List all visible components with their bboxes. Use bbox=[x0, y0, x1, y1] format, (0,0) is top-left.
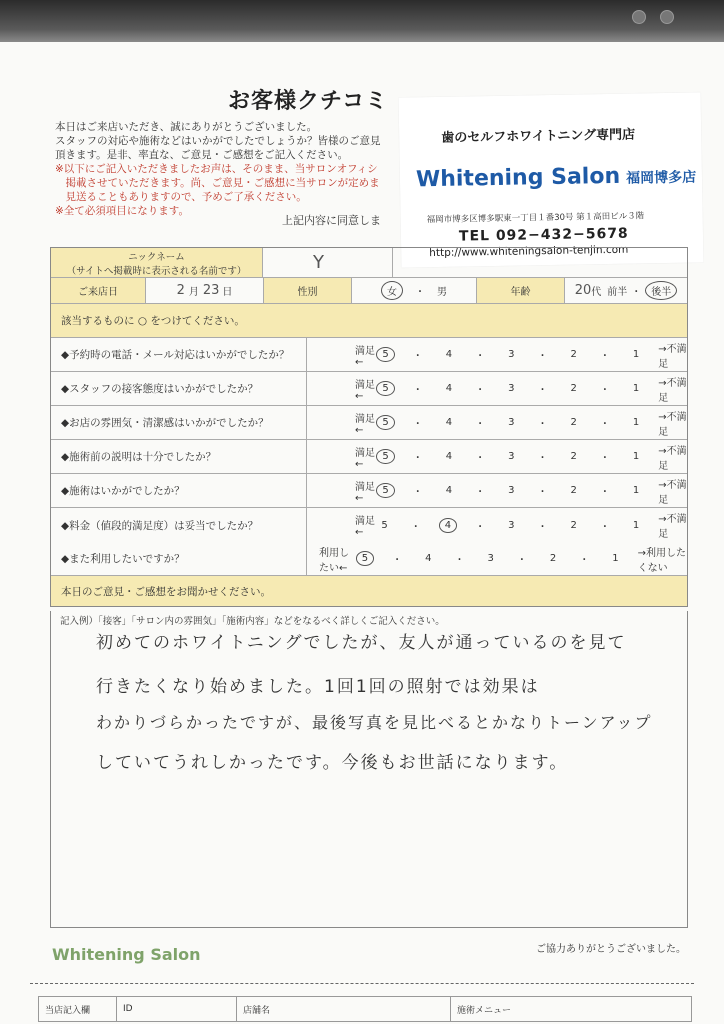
cut-line bbox=[30, 983, 694, 984]
thanks-text: ご協力ありがとうございました。 bbox=[536, 944, 686, 955]
scale-dot: ・ bbox=[599, 385, 610, 396]
rating-option-4[interactable]: 4 bbox=[425, 553, 432, 564]
rating-option-1[interactable]: 1 bbox=[612, 553, 619, 564]
scale-dot: ・ bbox=[537, 521, 548, 533]
scale-dot: ・ bbox=[599, 351, 610, 362]
store-address: 福岡市博多区博多駅東一丁目１番30号 第１高田ビル３階 bbox=[426, 211, 645, 226]
rating-scale[interactable] bbox=[307, 476, 687, 506]
store-tel: TEL 092−432−5678 bbox=[458, 225, 629, 245]
warning-line: 見送ることもありますので、予めご了承ください。 bbox=[55, 191, 307, 203]
scale-right-label: →不満足 bbox=[658, 377, 687, 404]
rating-option-2[interactable]: 2 bbox=[549, 553, 557, 564]
scale-dot: ・ bbox=[475, 521, 486, 533]
question-text: ◆スタッフの接客態度はいかがでしたか？ bbox=[51, 372, 307, 405]
scanner-edge bbox=[0, 0, 724, 42]
rating-option-3[interactable]: 3 bbox=[508, 417, 515, 428]
age-value: 20 bbox=[574, 283, 592, 298]
staff-use-box bbox=[38, 996, 692, 1022]
scale-dot: ・ bbox=[599, 419, 610, 430]
logo-text: Whitening Salon bbox=[415, 163, 621, 193]
rating-option-4[interactable]: 4 bbox=[445, 349, 453, 360]
reuse-question: ◆また利用したいですか？ bbox=[51, 542, 307, 575]
age-field[interactable] bbox=[565, 278, 687, 303]
rating-scale[interactable] bbox=[307, 374, 687, 404]
store-label: 店舗名 bbox=[237, 997, 451, 1021]
menu-label: 施術メニュー bbox=[457, 1005, 512, 1016]
scale-dot: ・ bbox=[412, 385, 423, 396]
gender-male-option[interactable]: 男 bbox=[437, 287, 447, 298]
comment-line: わかりづらかったですが、最後写真を見比べるとかなりトーンアップ bbox=[96, 713, 653, 732]
rating-option-2[interactable]: 2 bbox=[570, 417, 577, 428]
age-dot: ・ bbox=[631, 287, 642, 298]
rating-option-4[interactable]: 4 bbox=[445, 383, 453, 394]
scale-dot: ・ bbox=[599, 487, 610, 498]
question-scale[interactable] bbox=[307, 406, 687, 439]
rating-option-5[interactable]: 5 bbox=[376, 347, 394, 362]
rating-option-4[interactable]: 4 bbox=[439, 518, 457, 533]
warning-line: ※以下にご記入いただきましたお声は、そのまま、当サロンオフィシ bbox=[55, 163, 378, 175]
store-tagline: 歯のセルフホワイトニング専門店 bbox=[441, 127, 636, 146]
nickname-value: Y bbox=[313, 252, 324, 273]
scanner-knob-icon bbox=[660, 10, 674, 24]
comment-example: 記入例）「接客」「サロン内の雰囲気」「施術内容」などをなるべく詳しくご記入ください。 bbox=[60, 616, 445, 627]
visit-month: 2 bbox=[176, 283, 185, 298]
intro-text bbox=[55, 120, 405, 218]
rating-option-5[interactable]: 5 bbox=[376, 381, 394, 396]
nickname-label: ニックネーム bbox=[128, 251, 185, 263]
intro-line: 本日はご来店いただき、誠にありがとうございました。 bbox=[55, 121, 318, 133]
scale-right-label: →不満足 bbox=[658, 343, 687, 370]
rating-scale[interactable] bbox=[307, 544, 687, 574]
scanner-knob-icon bbox=[632, 10, 646, 24]
gender-female-option[interactable]: 女 bbox=[381, 281, 403, 300]
nickname-sub: （サイトへ掲載時に表示される名前です） bbox=[66, 265, 247, 277]
rating-option-5[interactable]: 5 bbox=[376, 449, 394, 464]
rating-option-1[interactable]: 1 bbox=[632, 519, 640, 531]
scale-dot: ・ bbox=[475, 351, 486, 362]
rating-option-1[interactable]: 1 bbox=[632, 485, 640, 496]
scale-right-label: →不満足 bbox=[658, 514, 687, 540]
footer-logo: Whitening Salon bbox=[52, 945, 201, 964]
rating-option-1[interactable]: 1 bbox=[632, 349, 640, 360]
question-scale[interactable] bbox=[307, 338, 687, 371]
warning-line: ※全て必須項目になります。 bbox=[55, 205, 189, 217]
rating-option-3[interactable]: 3 bbox=[508, 349, 515, 360]
scale-dot: ・ bbox=[475, 385, 486, 396]
question-row bbox=[51, 406, 687, 440]
scale-dot: ・ bbox=[579, 555, 590, 566]
rating-scale[interactable] bbox=[307, 442, 687, 472]
rating-option-3[interactable]: 3 bbox=[508, 485, 515, 496]
question-row bbox=[51, 508, 687, 542]
question-list bbox=[51, 338, 687, 542]
instruction-text: 該当するものに ○ をつけてください。 bbox=[61, 315, 245, 327]
gender-field[interactable] bbox=[352, 278, 477, 303]
question-text: ◆施術前の説明は十分でしたか？ bbox=[51, 440, 307, 473]
scale-dot: ・ bbox=[412, 351, 423, 362]
comment-line: 初めてのホワイトニングでしたが、友人が通っているのを見て bbox=[96, 633, 627, 653]
question-text: ◆予約時の電話・メール対応はいかがでしたか？ bbox=[51, 338, 307, 371]
month-unit: 月 bbox=[188, 287, 199, 298]
scale-dot: ・ bbox=[537, 385, 548, 396]
age-label: 年齢 bbox=[477, 278, 565, 303]
rating-option-2[interactable]: 2 bbox=[570, 519, 577, 531]
visit-day: 23 bbox=[202, 283, 220, 298]
scale-dot: ・ bbox=[412, 453, 423, 464]
scale-dot: ・ bbox=[516, 555, 527, 566]
nickname-field[interactable] bbox=[263, 248, 393, 277]
scale-dot: ・ bbox=[537, 487, 548, 498]
scale-dot: ・ bbox=[599, 453, 610, 464]
scale-dot: ・ bbox=[599, 521, 610, 533]
question-scale[interactable] bbox=[307, 508, 687, 542]
rating-option-3[interactable]: 3 bbox=[508, 383, 515, 394]
rating-option-1[interactable]: 1 bbox=[632, 417, 640, 428]
age-first-option[interactable]: 前半 bbox=[607, 287, 628, 298]
scale-right-label: →利用したくない bbox=[637, 547, 687, 574]
page-title: お客様クチコミ bbox=[228, 89, 389, 114]
scale-right-label: →不満足 bbox=[658, 479, 687, 506]
scale-left-label: 満足← bbox=[355, 447, 375, 470]
scale-left-label: 満足← bbox=[355, 345, 375, 368]
rating-scale[interactable] bbox=[307, 408, 687, 438]
question-row bbox=[51, 338, 687, 372]
rating-option-2[interactable]: 2 bbox=[570, 451, 577, 462]
question-text: ◆お店の雰囲気・清潔感はいかがでしたか？ bbox=[51, 406, 307, 439]
nickname-blank bbox=[393, 248, 687, 277]
reuse-scale[interactable] bbox=[307, 542, 687, 575]
question-text: ◆料金（値段的満足度）は妥当でしたか？ bbox=[51, 508, 307, 542]
question-scale[interactable] bbox=[307, 372, 687, 405]
comment-line: していてうれしかったです。今後もお世話になります。 bbox=[96, 753, 569, 773]
rating-option-4[interactable]: 4 bbox=[445, 451, 453, 462]
rating-option-2[interactable]: 2 bbox=[570, 485, 577, 496]
survey-form bbox=[50, 247, 688, 607]
scale-left-label: 満足← bbox=[355, 379, 375, 402]
rating-scale[interactable] bbox=[307, 510, 687, 540]
scale-left-label: 満足← bbox=[355, 413, 375, 436]
scale-dot: ・ bbox=[537, 419, 548, 430]
scale-right-label: →不満足 bbox=[658, 445, 687, 472]
rating-option-5[interactable]: 5 bbox=[376, 415, 394, 430]
rating-option-1[interactable]: 1 bbox=[632, 451, 640, 462]
visit-label: ご来店日 bbox=[51, 278, 146, 303]
rating-option-1[interactable]: 1 bbox=[632, 383, 640, 394]
instruction-row bbox=[51, 304, 687, 338]
day-unit: 日 bbox=[222, 287, 233, 298]
scale-dot: ・ bbox=[537, 351, 548, 362]
scale-left-label: 満足← bbox=[355, 481, 375, 504]
scale-dot: ・ bbox=[537, 453, 548, 464]
rating-option-4[interactable]: 4 bbox=[445, 417, 453, 428]
rating-scale[interactable] bbox=[307, 340, 687, 370]
scale-dot: ・ bbox=[454, 555, 465, 566]
scale-dot: ・ bbox=[412, 487, 423, 498]
question-row bbox=[51, 372, 687, 406]
reuse-row bbox=[51, 542, 687, 576]
agree-text: 上記内容に同意しま bbox=[282, 214, 381, 227]
warning-line: 掲載させていただきます。尚、ご意見・ご感想に当サロンが定めま bbox=[55, 177, 380, 189]
gender-label: 性別 bbox=[264, 278, 352, 303]
scale-dot: ・ bbox=[412, 419, 423, 430]
rating-option-2[interactable]: 2 bbox=[570, 349, 577, 360]
scale-left-label: 利用したい← bbox=[319, 547, 349, 574]
scale-dot: ・ bbox=[410, 521, 421, 533]
store-card bbox=[399, 92, 704, 267]
comment-header: 本日のご意見・ご感想をお聞かせください。 bbox=[61, 585, 271, 598]
scale-dot: ・ bbox=[475, 419, 486, 430]
intro-line: スタッフの対応や施術などはいかがでしたでしょうか？皆様のご意見 bbox=[55, 135, 381, 147]
rating-option-5[interactable]: 5 bbox=[381, 519, 388, 531]
store-url: http://www.whiteningsalon-tenjin.com bbox=[429, 243, 629, 260]
comment-header-row bbox=[51, 576, 687, 606]
scale-right-label: →不満足 bbox=[658, 411, 687, 438]
question-row bbox=[51, 440, 687, 474]
nickname-label-cell bbox=[51, 248, 263, 277]
question-scale[interactable] bbox=[307, 440, 687, 473]
branch-name: 福岡博多店 bbox=[626, 169, 697, 187]
nickname-row bbox=[51, 248, 687, 278]
age-second-option[interactable]: 後半 bbox=[645, 281, 677, 300]
comment-line: 行きたくなり始めました。1回1回の照射では効果は bbox=[96, 677, 540, 697]
store-logo bbox=[416, 162, 697, 192]
rating-option-5[interactable]: 5 bbox=[356, 551, 374, 566]
intro-line: 頂きます。是非、率直な、ご意見・ご感想をご記入ください。 bbox=[55, 149, 349, 161]
staff-label: 当店記入欄 bbox=[39, 997, 117, 1021]
rating-option-3[interactable]: 3 bbox=[508, 451, 515, 462]
rating-option-3[interactable]: 3 bbox=[487, 553, 494, 564]
visit-row bbox=[51, 278, 687, 304]
scale-dot: ・ bbox=[475, 453, 486, 464]
age-unit: 代 bbox=[591, 287, 602, 298]
question-scale[interactable] bbox=[307, 474, 687, 507]
rating-option-3[interactable]: 3 bbox=[508, 519, 515, 531]
visit-date-field[interactable] bbox=[146, 278, 264, 303]
id-label: ID bbox=[117, 997, 237, 1021]
question-row bbox=[51, 474, 687, 508]
question-text: ◆施術はいかがでしたか？ bbox=[51, 474, 307, 507]
rating-option-5[interactable]: 5 bbox=[376, 483, 394, 498]
scale-left-label: 満足← bbox=[355, 516, 375, 538]
rating-option-4[interactable]: 4 bbox=[445, 485, 453, 496]
scale-dot: ・ bbox=[475, 487, 486, 498]
scale-dot: ・ bbox=[392, 555, 403, 566]
rating-option-2[interactable]: 2 bbox=[570, 383, 577, 394]
gender-dot: ・ bbox=[415, 287, 425, 298]
